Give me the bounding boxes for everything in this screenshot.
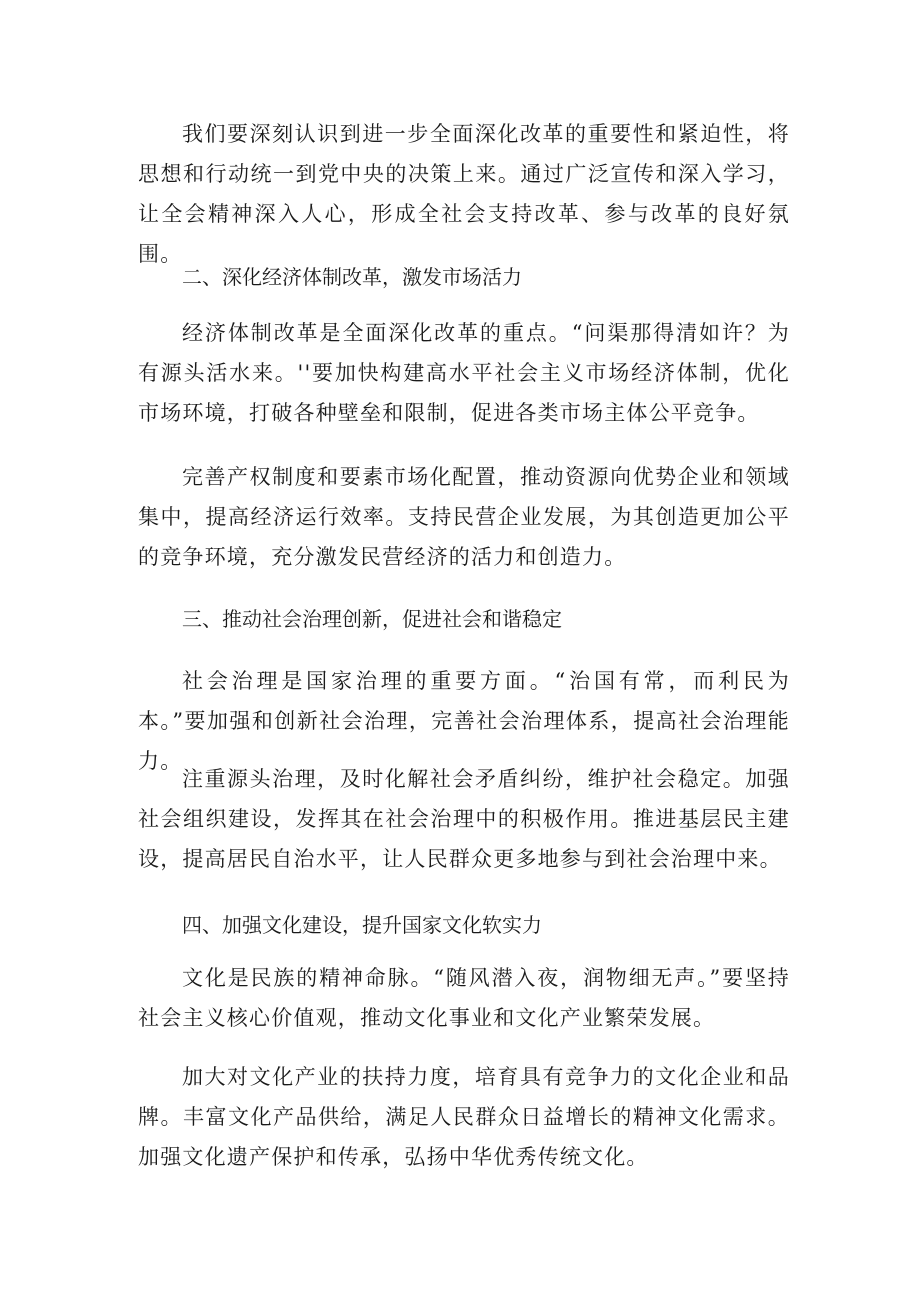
paragraph-block <box>138 313 790 433</box>
paragraph-social-governance: 社会治理是国家治理的重要方面。“治国有常，而利民为本。”要加强和创新社会治理，完善社会治理体系，提高社会治理能力。 <box>138 669 790 773</box>
paragraph-block <box>138 114 790 274</box>
paragraph-block <box>138 1057 790 1177</box>
paragraph-source-governance: 注重源头治理，及时化解社会矛盾纠纷，维护社会稳定。加强社会组织建设，发挥其在社会治理中的积极作用。推进基层民主建设，提高居民自治水平，让人民群众更多地参与到社会治理中来。 <box>138 767 790 871</box>
section-heading-economy: 二、深化经济体制改革，激发市场活力 <box>182 265 522 289</box>
paragraph-block <box>138 457 790 577</box>
paragraph-culture: 文化是民族的精神命脉。“随风潜入夜，润物细无声。”要坚持社会主义核心价值观，推动文化事业和文化产业繁荣发展。 <box>138 966 790 1030</box>
section-heading-culture: 四、加强文化建设，提升国家文化软实力 <box>182 913 542 937</box>
paragraph-economic-reform: 经济体制改革是全面深化改革的重点。“问渠那得清如许？为有源头活水来。''要加快构建高水平社会主义市场经济体制，优化市场环境，打破各种壁垒和限制，促进各类市场主体公平竞争。 <box>138 321 790 425</box>
paragraph-block <box>138 759 790 879</box>
paragraph-block <box>138 958 790 1038</box>
paragraph-cultural-industry: 加大对文化产业的扶持力度，培育具有竞争力的文化企业和品牌。丰富文化产品供给，满足人民群众日益增长的精神文化需求。加强文化遗产保护和传承，弘扬中华优秀传统文化。 <box>138 1065 790 1169</box>
paragraph-reform-urgency: 我们要深刻认识到进一步全面深化改革的重要性和紧迫性，将思想和行动统一到党中央的决策上来。通过广泛宣传和深入学习，让全会精神深入人心，形成全社会支持改革、参与改革的良好氛围。 <box>138 122 790 266</box>
paragraph-property-rights: 完善产权制度和要素市场化配置，推动资源向优势企业和领域集中，提高经济运行效率。支持民营企业发展，为其创造更加公平的竞争环境，充分激发民营经济的活力和创造力。 <box>138 465 790 569</box>
section-heading-social-governance: 三、推动社会治理创新，促进社会和谐稳定 <box>182 607 562 631</box>
